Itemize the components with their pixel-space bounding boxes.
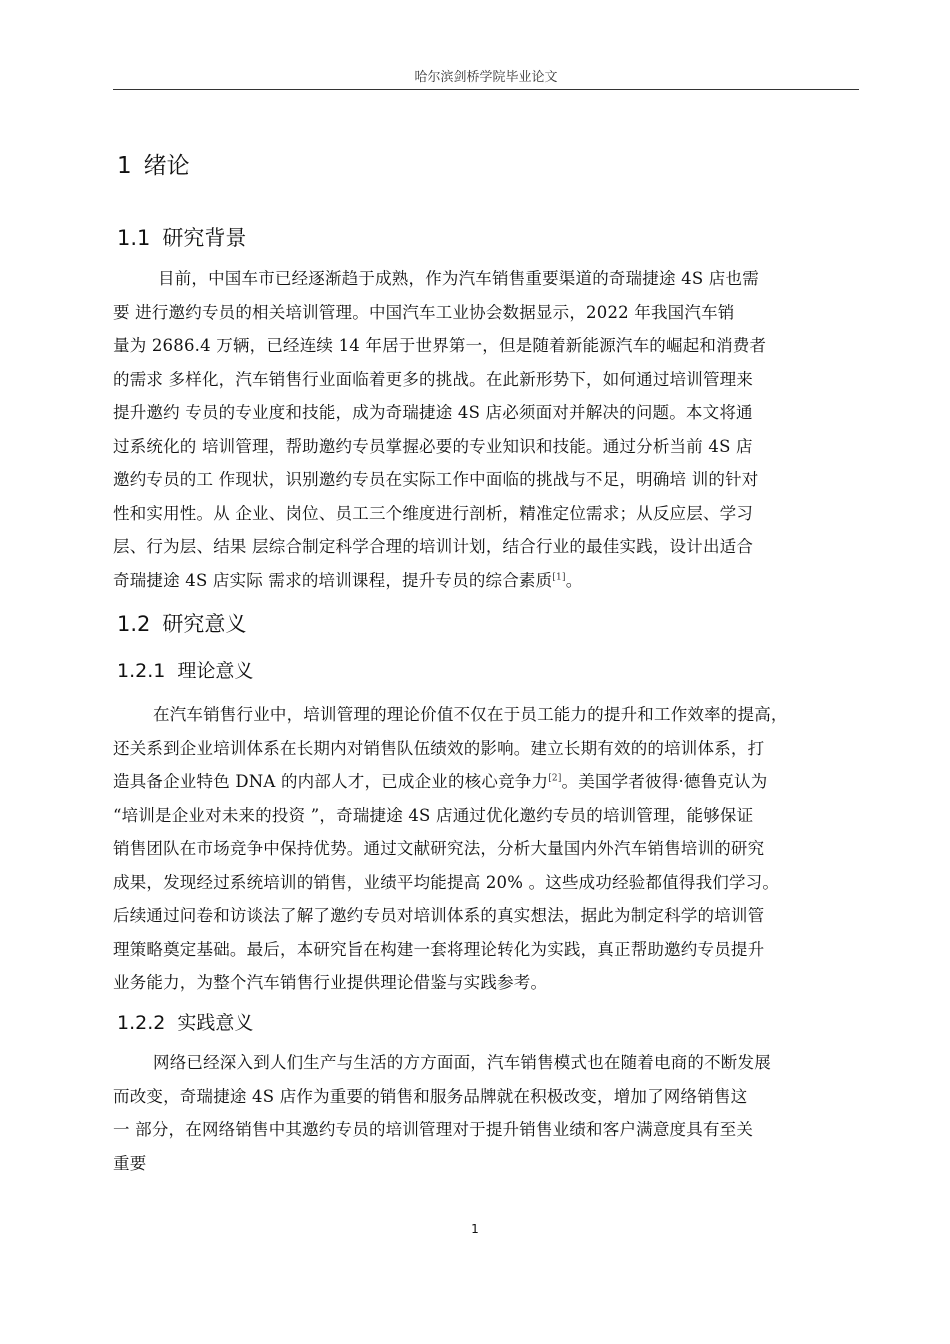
page-number: 1: [471, 1222, 479, 1236]
paragraph-line: 还关系到企业培训体系在长期内对销售队伍绩效的影响。建立长期有效的的培训体系，打: [113, 738, 765, 758]
line-tail: 。: [565, 570, 583, 590]
section-title: 研究背景: [162, 226, 247, 250]
paragraph-line: 业务能力，为整个汽车销售行业提供理论借鉴与实践参考。: [113, 973, 548, 992]
paragraph-line: 销售团队在市场竞争中保持优势。通过文献研究法，分析大量国内外汽车销售培训的研究: [113, 839, 765, 858]
theory-paragraph: [113, 698, 863, 1000]
paragraph-line: 在汽车销售行业中，培训管理的理论价值不仅在于员工能力的提升和工作效率的提高，: [153, 705, 788, 724]
chapter-heading: [117, 147, 190, 180]
citation-2: [2]: [548, 773, 562, 784]
subsection-heading-1-2-2: [117, 1008, 253, 1035]
line-text: 奇瑞捷途 4S 店实际 需求的培训课程，提升专员的综合素质: [113, 570, 553, 590]
subsection-title: 理论意义: [177, 660, 254, 682]
paragraph-line: 成果，发现经过系统培训的销售，业绩平均能提高 20% 。这些成功经验都值得我们学习。: [113, 872, 780, 892]
paragraph-line: 理策略奠定基础。最后，本研究旨在构建一套将理论转化为实践，真正帮助邀约专员提升: [113, 939, 765, 959]
citation-1: [1]: [552, 572, 566, 582]
paragraph-line: 过系统化的 培训管理，帮助邀约专员掌握必要的专业知识和技能。通过分析当前 4S 店: [113, 436, 753, 456]
section-number: 1.1: [117, 226, 151, 250]
subsection-title: 实践意义: [177, 1012, 254, 1034]
paragraph-line: “培训是企业对未来的投资 ”，奇瑞捷途 4S 店通过优化邀约专员的培训管理，能够保证: [113, 805, 754, 825]
paragraph-line: 性和实用性。从 企业、岗位、员工三个维度进行剖析，精准定位需求；从反应层、学习: [113, 503, 754, 523]
practice-paragraph: [113, 1046, 863, 1180]
header-rule: [113, 89, 859, 90]
paragraph-line: 一 部分，在网络销售中其邀约专员的培训管理对于提升销售业绩和客户满意度具有至关: [113, 1120, 754, 1139]
subsection-heading-1-2-1: [117, 656, 253, 683]
section-number: 1.2: [117, 612, 151, 636]
paragraph-line: [113, 564, 863, 598]
subsection-number: 1.2.1: [117, 660, 166, 682]
paragraph-line: 重要: [113, 1153, 147, 1173]
running-header: 哈尔滨剑桥学院毕业论文: [414, 70, 558, 85]
paragraph-line: [113, 765, 863, 799]
line-text: 。美国学者彼得·德鲁克认为: [561, 772, 768, 791]
section-heading-1-1: [117, 222, 246, 252]
paragraph-line: 目前，中国车市已经逐渐趋于成熟，作为汽车销售重要渠道的奇瑞捷途 4S 店也需: [158, 269, 759, 288]
paragraph-line: 的需求 多样化，汽车销售行业面临着更多的挑战。在此新形势下，如何通过培训管理来: [113, 369, 754, 389]
section-heading-1-2: [117, 608, 246, 638]
line-text: 造具备企业特色 DNA 的内部人才，已成企业的核心竞争力: [113, 772, 549, 791]
background-paragraph: [113, 262, 863, 597]
section-title: 研究意义: [162, 612, 247, 636]
paragraph-line: 要 进行邀约专员的相关培训管理。中国汽车工业协会数据显示，2022 年我国汽车销: [113, 302, 735, 322]
paragraph-line: 后续通过问卷和访谈法了解了邀约专员对培训体系的真实想法，据此为制定科学的培训管: [113, 906, 765, 925]
paragraph-line: 网络已经深入到人们生产与生活的方方面面，汽车销售模式也在随着电商的不断发展: [153, 1053, 771, 1072]
paragraph-line: 量为 2686.4 万辆，已经连续 14 年居于世界第一，但是随着新能源汽车的崛起和消费者: [113, 336, 767, 355]
paragraph-line: 提升邀约 专员的专业度和技能，成为奇瑞捷途 4S 店必须面对并解决的问题。本文将通: [113, 403, 753, 422]
chapter-title: 绪论: [143, 153, 190, 179]
subsection-number: 1.2.2: [117, 1012, 166, 1034]
paragraph-line: 层、行为层、结果 层综合制定科学合理的培训计划，结合行业的最佳实践，设计出适合: [113, 537, 754, 556]
paragraph-line: 邀约专员的工 作现状，识别邀约专员在实际工作中面临的挑战与不足，明确培 训的针对: [113, 470, 759, 489]
paragraph-line: 而改变，奇瑞捷途 4S 店作为重要的销售和服务品牌就在积极改变，增加了网络销售这: [113, 1086, 748, 1106]
chapter-number: 1: [117, 153, 132, 179]
